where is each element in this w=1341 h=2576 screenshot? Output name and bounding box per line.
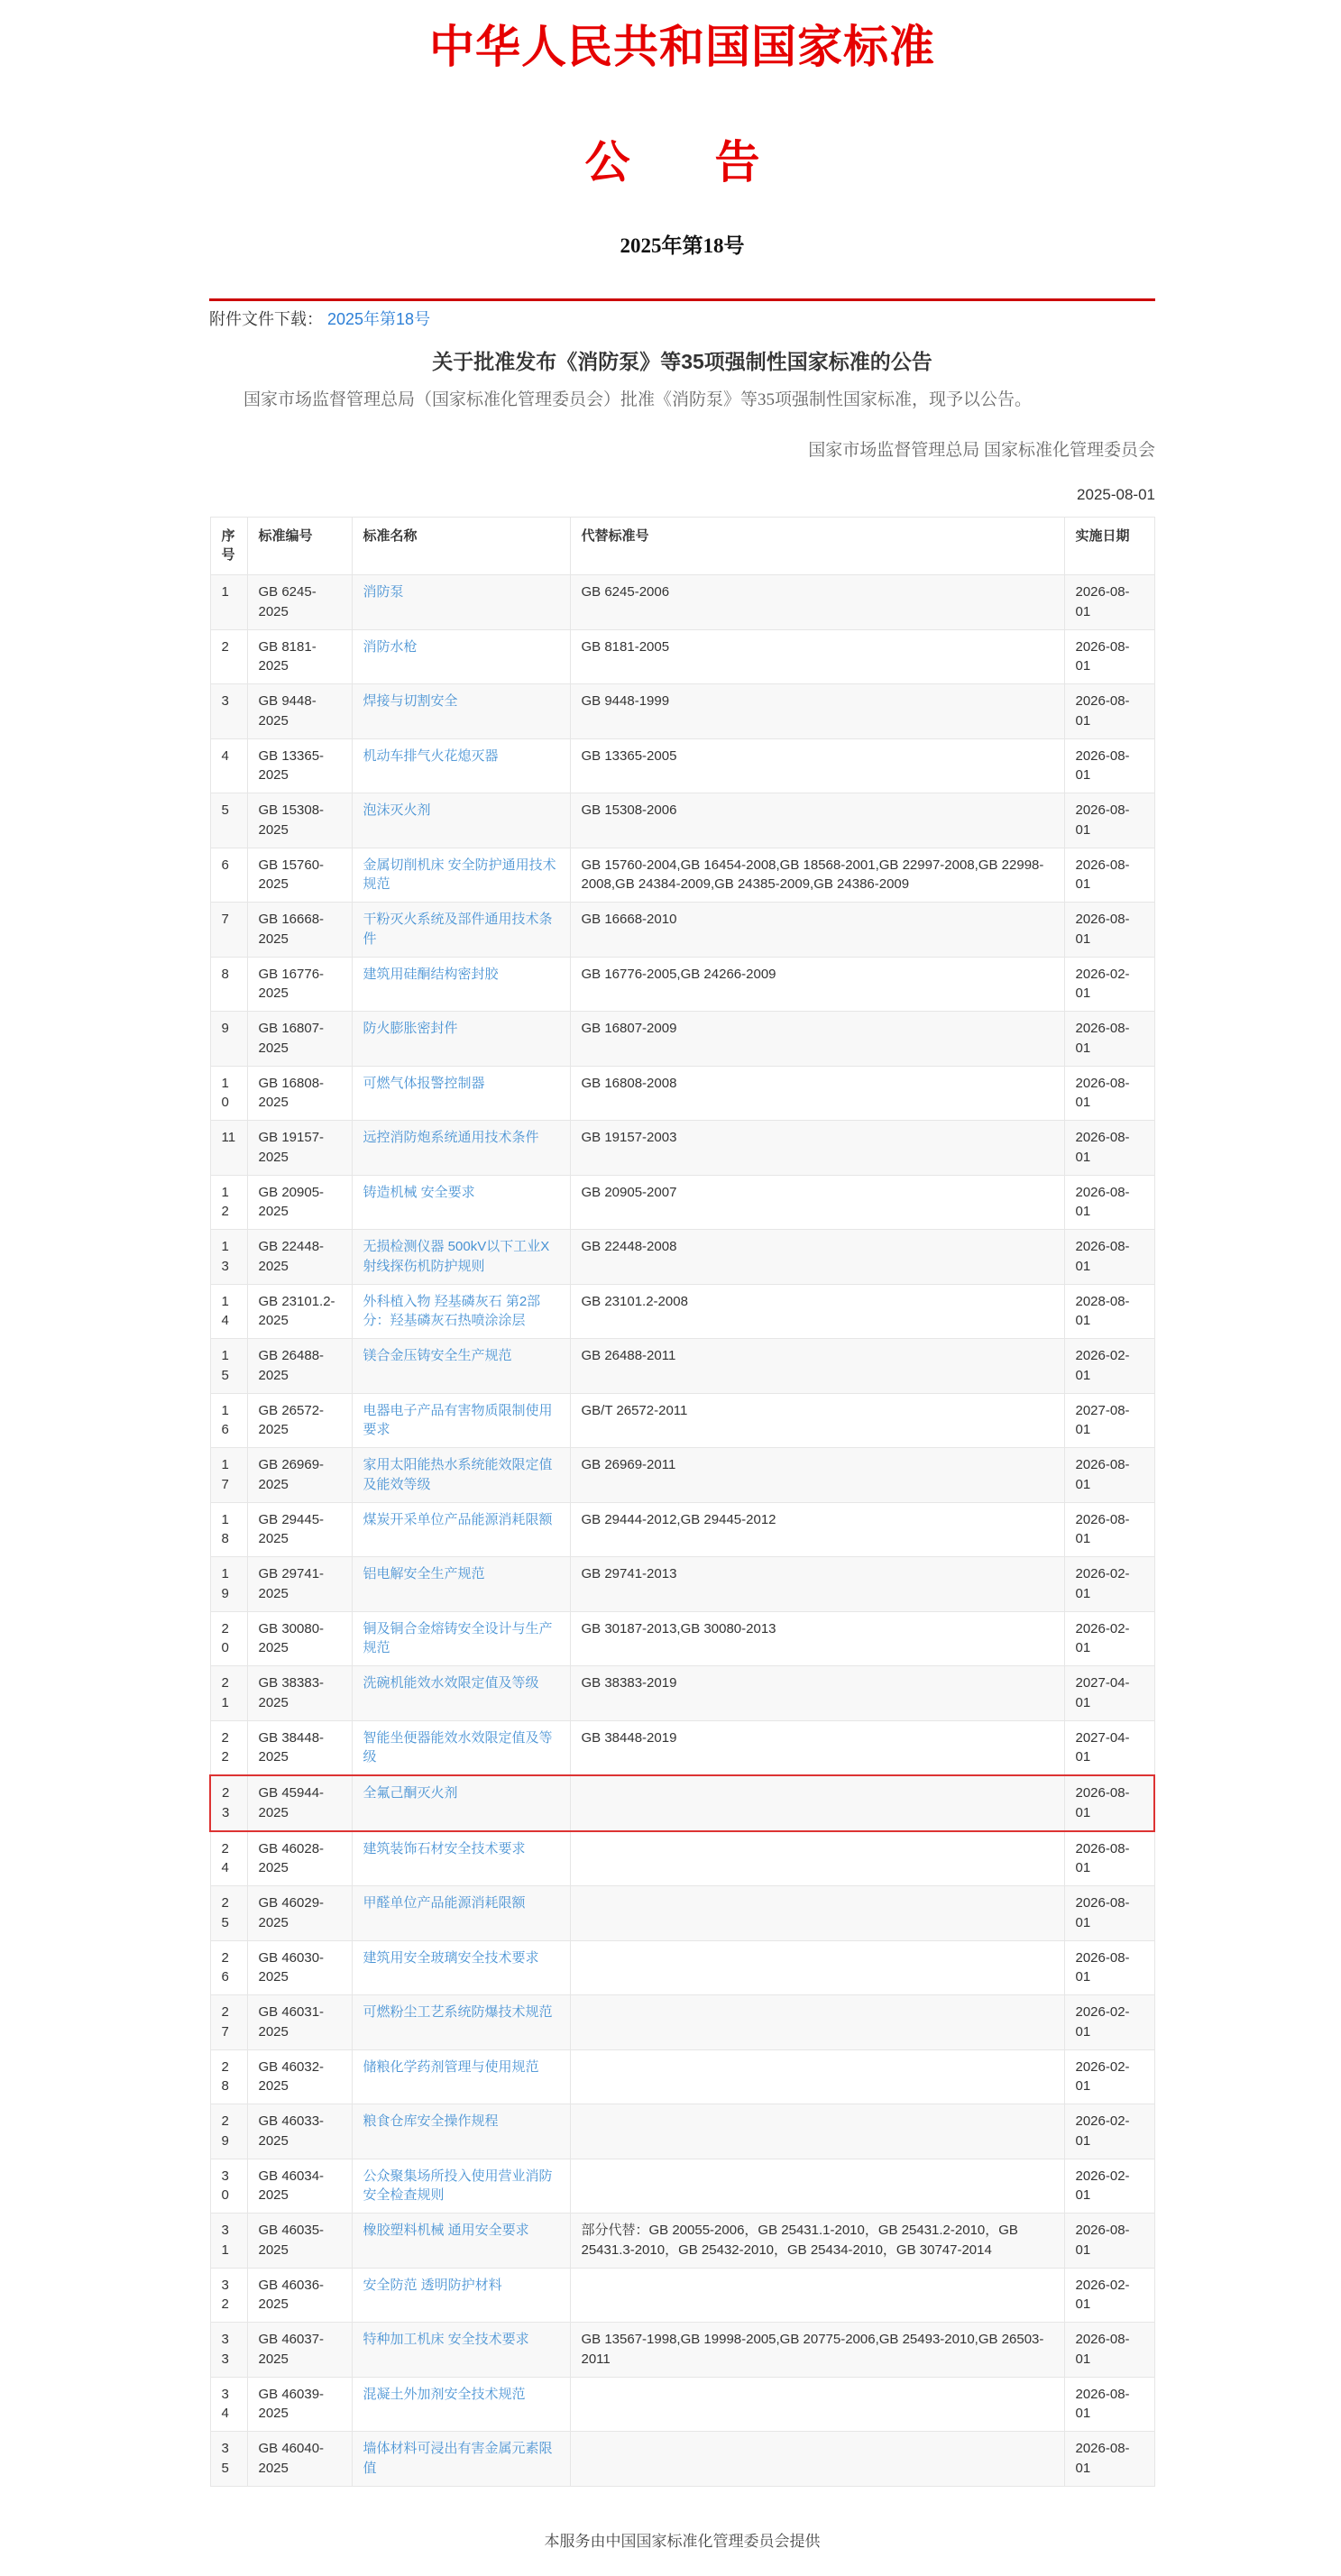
cell-replaces: GB 16776-2005,GB 24266-2009 (570, 957, 1064, 1012)
standard-name-link[interactable]: 铜及铜合金熔铸安全设计与生产规范 (363, 1620, 553, 1656)
cell-code: GB 20905-2025 (247, 1175, 352, 1230)
cell-replaces (570, 2159, 1064, 2214)
cell-name (352, 575, 570, 630)
cell-date: 2026-08-01 (1064, 738, 1154, 793)
cell-date: 2027-08-01 (1064, 1393, 1154, 1448)
cell-date: 2026-08-01 (1064, 1831, 1154, 1886)
cell-date: 2026-08-01 (1064, 793, 1154, 848)
cell-code: GB 46035-2025 (247, 2214, 352, 2269)
table-row (210, 1230, 1154, 1285)
cell-seq: 19 (210, 1557, 247, 1612)
announcement-body: 国家市场监督管理总局（国家标准化管理委员会）批准《消防泵》等35项强制性国家标准，现予以公告。 (243, 390, 1033, 409)
standard-name-link[interactable]: 镁合金压铸安全生产规范 (363, 1348, 512, 1364)
cell-replaces: GB 13365-2005 (570, 738, 1064, 793)
standard-name-link[interactable]: 无损检测仪器 500kV以下工业X射线探伤机防护规则 (363, 1239, 550, 1274)
cell-seq: 8 (210, 957, 247, 1012)
cell-name (352, 793, 570, 848)
header-cell: 序号 (210, 517, 247, 575)
cell-date: 2026-08-01 (1064, 575, 1154, 630)
cell-name (352, 1448, 570, 1503)
cell-name (352, 1230, 570, 1285)
cell-name (352, 1995, 570, 2050)
cell-name (352, 738, 570, 793)
cell-replaces (570, 2432, 1064, 2487)
cell-code: GB 38383-2025 (247, 1666, 352, 1721)
cell-name (352, 1502, 570, 1557)
cell-name (352, 2104, 570, 2159)
cell-seq: 28 (210, 2049, 247, 2104)
table-row (210, 1666, 1154, 1721)
standard-name-link[interactable]: 电器电子产品有害物质限制使用要求 (363, 1402, 553, 1438)
announcement-signature: 国家市场监督管理总局 国家标准化管理委员会 (808, 440, 1155, 460)
cell-name (352, 1339, 570, 1394)
cell-replaces: GB 16808-2008 (570, 1066, 1064, 1121)
cell-code: GB 26969-2025 (247, 1448, 352, 1503)
standards-table (209, 517, 1155, 2487)
attachment-label: 附件文件下载： (209, 310, 323, 328)
cell-date: 2026-02-01 (1064, 1611, 1154, 1666)
cell-name (352, 1831, 570, 1886)
cell-code: GB 38448-2025 (247, 1720, 352, 1775)
cell-date: 2026-08-01 (1064, 1121, 1154, 1176)
cell-date: 2026-02-01 (1064, 2049, 1154, 2104)
table-row (210, 2268, 1154, 2323)
cell-seq: 27 (210, 1995, 247, 2050)
table-header-row (210, 517, 1154, 575)
cell-replaces (570, 1886, 1064, 1941)
cell-seq: 13 (210, 1230, 247, 1285)
cell-code: GB 19157-2025 (247, 1121, 352, 1176)
table-row (210, 2159, 1154, 2214)
cell-replaces (570, 2377, 1064, 2432)
cell-code: GB 46029-2025 (247, 1886, 352, 1941)
cell-name (352, 1175, 570, 1230)
standards-table-body (210, 575, 1154, 2487)
standard-name-link[interactable]: 煤炭开采单位产品能源消耗限额 (363, 1511, 553, 1527)
cell-replaces (570, 2104, 1064, 2159)
standard-name-link[interactable]: 机动车排气火花熄灭器 (363, 747, 499, 764)
cell-name (352, 684, 570, 739)
cell-name (352, 1775, 570, 1831)
standard-name-link[interactable]: 建筑装饰石材安全技术要求 (363, 1840, 526, 1856)
cell-date: 2026-08-01 (1064, 1066, 1154, 1121)
standard-name-link[interactable]: 外科植入物 羟基磷灰石 第2部分：羟基磷灰石热喷涂涂层 (363, 1293, 541, 1329)
cell-name (352, 2214, 570, 2269)
cell-replaces: GB 22448-2008 (570, 1230, 1064, 1285)
cell-seq: 1 (210, 575, 247, 630)
cell-seq: 22 (210, 1720, 247, 1775)
table-row (210, 1502, 1154, 1557)
cell-replaces: GB 26488-2011 (570, 1339, 1064, 1394)
cell-seq: 10 (210, 1066, 247, 1121)
cell-seq: 12 (210, 1175, 247, 1230)
table-row (210, 1831, 1154, 1886)
page-title: 中华人民共和国国家标准 (429, 22, 935, 72)
header-cell: 代替标准号 (570, 517, 1064, 575)
cell-date: 2027-04-01 (1064, 1666, 1154, 1721)
table-row (210, 903, 1154, 958)
cell-code: GB 16776-2025 (247, 957, 352, 1012)
cell-replaces: GB 20905-2007 (570, 1175, 1064, 1230)
cell-code: GB 45944-2025 (247, 1775, 352, 1831)
cell-name (352, 1720, 570, 1775)
cell-seq: 31 (210, 2214, 247, 2269)
cell-date: 2026-02-01 (1064, 957, 1154, 1012)
standard-name-link[interactable]: 防火膨胀密封件 (363, 1021, 458, 1037)
cell-name (352, 2377, 570, 2432)
cell-name (352, 1666, 570, 1721)
standard-name-link[interactable]: 焊接与切割安全 (363, 693, 458, 710)
cell-date: 2026-02-01 (1064, 1339, 1154, 1394)
cell-seq: 3 (210, 684, 247, 739)
cell-date: 2026-08-01 (1064, 684, 1154, 739)
announcement-date: 2025-08-01 (1077, 485, 1155, 503)
table-row (210, 848, 1154, 903)
cell-replaces: GB 16668-2010 (570, 903, 1064, 958)
table-row (210, 1284, 1154, 1339)
cell-seq: 26 (210, 1940, 247, 1995)
standard-name-link[interactable]: 混凝土外加剂安全技术规范 (363, 2386, 526, 2402)
cell-replaces (570, 1995, 1064, 2050)
standard-name-link[interactable]: 金属切削机床 安全防护通用技术规范 (363, 857, 556, 893)
table-row (210, 738, 1154, 793)
cell-name (352, 1393, 570, 1448)
cell-seq: 24 (210, 1831, 247, 1886)
standard-name-link[interactable]: 公众聚集场所投入使用营业消防安全检查规则 (363, 2168, 553, 2204)
cell-replaces: GB 19157-2003 (570, 1121, 1064, 1176)
cell-replaces: GB 30187-2013,GB 30080-2013 (570, 1611, 1064, 1666)
header-cell: 标准名称 (352, 517, 570, 575)
cell-date: 2026-08-01 (1064, 2432, 1154, 2487)
announcement-title: 关于批准发布《消防泵》等35项强制性国家标准的公告 (432, 350, 932, 373)
cell-name (352, 848, 570, 903)
cell-seq: 32 (210, 2268, 247, 2323)
standard-name-link[interactable]: 甲醛单位产品能源消耗限额 (363, 1895, 526, 1911)
cell-date: 2026-08-01 (1064, 1175, 1154, 1230)
cell-code: GB 26488-2025 (247, 1339, 352, 1394)
cell-seq: 5 (210, 793, 247, 848)
page-footer: 本服务由中国国家标准化管理委员会提供 (544, 2532, 821, 2550)
cell-replaces: GB/T 26572-2011 (570, 1393, 1064, 1448)
cell-date: 2026-08-01 (1064, 848, 1154, 903)
standard-name-link[interactable]: 远控消防炮系统通用技术条件 (363, 1130, 539, 1146)
cell-date: 2028-08-01 (1064, 1284, 1154, 1339)
cell-seq: 20 (210, 1611, 247, 1666)
cell-seq: 34 (210, 2377, 247, 2432)
cell-name (352, 1557, 570, 1612)
cell-name (352, 903, 570, 958)
cell-date: 2026-08-01 (1064, 2214, 1154, 2269)
header-cell: 标准编号 (247, 517, 352, 575)
cell-code: GB 13365-2025 (247, 738, 352, 793)
table-row (210, 1557, 1154, 1612)
cell-code: GB 46040-2025 (247, 2432, 352, 2487)
cell-date: 2026-08-01 (1064, 1012, 1154, 1067)
cell-date: 2026-08-01 (1064, 1940, 1154, 1995)
table-row (210, 793, 1154, 848)
cell-replaces (570, 1775, 1064, 1831)
table-row (210, 1720, 1154, 1775)
standard-name-link[interactable]: 粮食仓库安全操作规程 (363, 2113, 499, 2130)
standard-name-link[interactable]: 建筑用硅酮结构密封胶 (363, 966, 499, 982)
cell-seq: 23 (210, 1775, 247, 1831)
cell-seq: 6 (210, 848, 247, 903)
cell-date: 2026-02-01 (1064, 2159, 1154, 2214)
table-row (210, 684, 1154, 739)
cell-seq: 30 (210, 2159, 247, 2214)
cell-name (352, 1284, 570, 1339)
cell-date: 2026-08-01 (1064, 903, 1154, 958)
cell-date: 2027-04-01 (1064, 1720, 1154, 1775)
cell-seq: 25 (210, 1886, 247, 1941)
cell-name (352, 1886, 570, 1941)
cell-code: GB 30080-2025 (247, 1611, 352, 1666)
cell-replaces: GB 29741-2013 (570, 1557, 1064, 1612)
standard-name-link[interactable]: 特种加工机床 安全技术要求 (363, 2332, 529, 2348)
cell-date: 2026-08-01 (1064, 1886, 1154, 1941)
cell-replaces: GB 8181-2005 (570, 629, 1064, 684)
cell-date: 2026-08-01 (1064, 2323, 1154, 2378)
cell-code: GB 16668-2025 (247, 903, 352, 958)
cell-code: GB 46031-2025 (247, 1995, 352, 2050)
standard-name-link[interactable]: 家用太阳能热水系统能效限定值及能效等级 (363, 1457, 553, 1492)
cell-code: GB 16807-2025 (247, 1012, 352, 1067)
table-row (210, 2104, 1154, 2159)
cell-seq: 15 (210, 1339, 247, 1394)
cell-replaces: GB 26969-2011 (570, 1448, 1064, 1503)
issue-number: 2025年第18号 (620, 234, 745, 257)
table-row (210, 629, 1154, 684)
standard-name-link[interactable]: 建筑用安全玻璃安全技术要求 (363, 1949, 539, 1966)
table-row (210, 1995, 1154, 2050)
cell-code: GB 23101.2-2025 (247, 1284, 352, 1339)
standard-name-link[interactable]: 可燃粉尘工艺系统防爆技术规范 (363, 2004, 553, 2021)
cell-seq: 29 (210, 2104, 247, 2159)
cell-date: 2026-02-01 (1064, 1557, 1154, 1612)
table-row (210, 1339, 1154, 1394)
cell-replaces: GB 15760-2004,GB 16454-2008,GB 18568-2001,GB 22997-2008,GB 22998-2008,GB 24384-2009,GB 24385-2009,GB 24386-2009 (570, 848, 1064, 903)
cell-seq: 18 (210, 1502, 247, 1557)
cell-code: GB 6245-2025 (247, 575, 352, 630)
standard-name-link[interactable]: 消防泵 (363, 584, 404, 600)
cell-code: GB 9448-2025 (247, 684, 352, 739)
cell-seq: 7 (210, 903, 247, 958)
table-row (210, 1393, 1154, 1448)
cell-replaces (570, 2049, 1064, 2104)
table-row (210, 957, 1154, 1012)
cell-replaces: 部分代替：GB 20055-2006，GB 25431.1-2010，GB 25431.2-2010，GB 25431.3-2010，GB 25432-2010，GB 25434-2010，GB 30747-2014 (570, 2214, 1064, 2269)
cell-name (352, 1611, 570, 1666)
table-row (210, 1175, 1154, 1230)
cell-code: GB 15760-2025 (247, 848, 352, 903)
cell-replaces: GB 6245-2006 (570, 575, 1064, 630)
cell-replaces: GB 23101.2-2008 (570, 1284, 1064, 1339)
cell-date: 2026-02-01 (1064, 2268, 1154, 2323)
table-row (210, 575, 1154, 630)
cell-seq: 14 (210, 1284, 247, 1339)
cell-seq: 17 (210, 1448, 247, 1503)
cell-code: GB 46036-2025 (247, 2268, 352, 2323)
cell-name (352, 2159, 570, 2214)
cell-replaces: GB 38448-2019 (570, 1720, 1064, 1775)
cell-replaces: GB 15308-2006 (570, 793, 1064, 848)
table-row (210, 2377, 1154, 2432)
page-content (209, 22, 1155, 2576)
standard-name-link[interactable]: 铸造机械 安全要求 (363, 1184, 475, 1200)
cell-date: 2026-08-01 (1064, 2377, 1154, 2432)
table-row (210, 1121, 1154, 1176)
cell-date: 2026-08-01 (1064, 629, 1154, 684)
standard-name-link[interactable]: 储粮化学药剂管理与使用规范 (363, 2058, 539, 2075)
standard-name-link[interactable]: 全氟己酮灭火剂 (363, 1785, 458, 1801)
cell-code: GB 26572-2025 (247, 1393, 352, 1448)
cell-replaces (570, 1940, 1064, 1995)
table-row (210, 1775, 1154, 1831)
cell-code: GB 46028-2025 (247, 1831, 352, 1886)
cell-seq: 11 (210, 1121, 247, 1176)
table-row (210, 1448, 1154, 1503)
cell-seq: 4 (210, 738, 247, 793)
table-row (210, 1886, 1154, 1941)
cell-date: 2026-02-01 (1064, 2104, 1154, 2159)
cell-replaces: GB 9448-1999 (570, 684, 1064, 739)
cell-code: GB 46032-2025 (247, 2049, 352, 2104)
announcement-subtitle: 公 告 (584, 137, 780, 188)
cell-seq: 2 (210, 629, 247, 684)
cell-code: GB 16808-2025 (247, 1066, 352, 1121)
cell-seq: 33 (210, 2323, 247, 2378)
table-row (210, 2432, 1154, 2487)
standard-name-link[interactable]: 泡沫灭火剂 (363, 802, 431, 819)
cell-code: GB 46030-2025 (247, 1940, 352, 1995)
cell-name (352, 1940, 570, 1995)
standard-name-link[interactable]: 消防水枪 (363, 638, 418, 655)
cell-date: 2026-08-01 (1064, 1502, 1154, 1557)
cell-code: GB 8181-2025 (247, 629, 352, 684)
table-row (210, 1940, 1154, 1995)
cell-date: 2026-08-01 (1064, 1448, 1154, 1503)
table-row (210, 1611, 1154, 1666)
attachment-bar (209, 298, 1155, 330)
cell-replaces (570, 1831, 1064, 1886)
cell-date: 2026-08-01 (1064, 1230, 1154, 1285)
table-row (210, 1012, 1154, 1067)
cell-code: GB 15308-2025 (247, 793, 352, 848)
cell-date: 2026-08-01 (1064, 1775, 1154, 1831)
standard-name-link[interactable]: 智能坐便器能效水效限定值及等级 (363, 1729, 553, 1765)
cell-name (352, 2268, 570, 2323)
cell-replaces: GB 29444-2012,GB 29445-2012 (570, 1502, 1064, 1557)
cell-name (352, 629, 570, 684)
attachment-link[interactable]: 2025年第18号 (327, 310, 431, 328)
cell-code: GB 46033-2025 (247, 2104, 352, 2159)
cell-seq: 9 (210, 1012, 247, 1067)
cell-replaces (570, 2268, 1064, 2323)
cell-code: GB 29741-2025 (247, 1557, 352, 1612)
cell-code: GB 46037-2025 (247, 2323, 352, 2378)
cell-code: GB 22448-2025 (247, 1230, 352, 1285)
standard-name-link[interactable]: 墙体材料可浸出有害金属元素限值 (363, 2441, 553, 2476)
cell-name (352, 1121, 570, 1176)
cell-name (352, 1012, 570, 1067)
standard-name-link[interactable]: 橡胶塑料机械 通用安全要求 (363, 2223, 529, 2239)
cell-name (352, 957, 570, 1012)
cell-replaces: GB 16807-2009 (570, 1012, 1064, 1067)
table-row (210, 1066, 1154, 1121)
header-cell: 实施日期 (1064, 517, 1154, 575)
cell-date: 2026-02-01 (1064, 1995, 1154, 2050)
table-row (210, 2323, 1154, 2378)
cell-replaces: GB 13567-1998,GB 19998-2005,GB 20775-2006,GB 25493-2010,GB 26503-2011 (570, 2323, 1064, 2378)
cell-name (352, 2432, 570, 2487)
standard-name-link[interactable]: 可燃气体报警控制器 (363, 1075, 485, 1091)
cell-name (352, 1066, 570, 1121)
cell-code: GB 46039-2025 (247, 2377, 352, 2432)
cell-seq: 21 (210, 1666, 247, 1721)
cell-seq: 16 (210, 1393, 247, 1448)
cell-seq: 35 (210, 2432, 247, 2487)
standard-name-link[interactable]: 铝电解安全生产规范 (363, 1566, 485, 1582)
cell-code: GB 46034-2025 (247, 2159, 352, 2214)
table-row (210, 2214, 1154, 2269)
table-row (210, 2049, 1154, 2104)
standard-name-link[interactable]: 干粉灭火系统及部件通用技术条件 (363, 912, 553, 947)
cell-name (352, 2323, 570, 2378)
cell-replaces: GB 38383-2019 (570, 1666, 1064, 1721)
cell-code: GB 29445-2025 (247, 1502, 352, 1557)
standard-name-link[interactable]: 安全防范 透明防护材料 (363, 2277, 502, 2293)
standard-name-link[interactable]: 洗碗机能效水效限定值及等级 (363, 1675, 539, 1691)
cell-name (352, 2049, 570, 2104)
